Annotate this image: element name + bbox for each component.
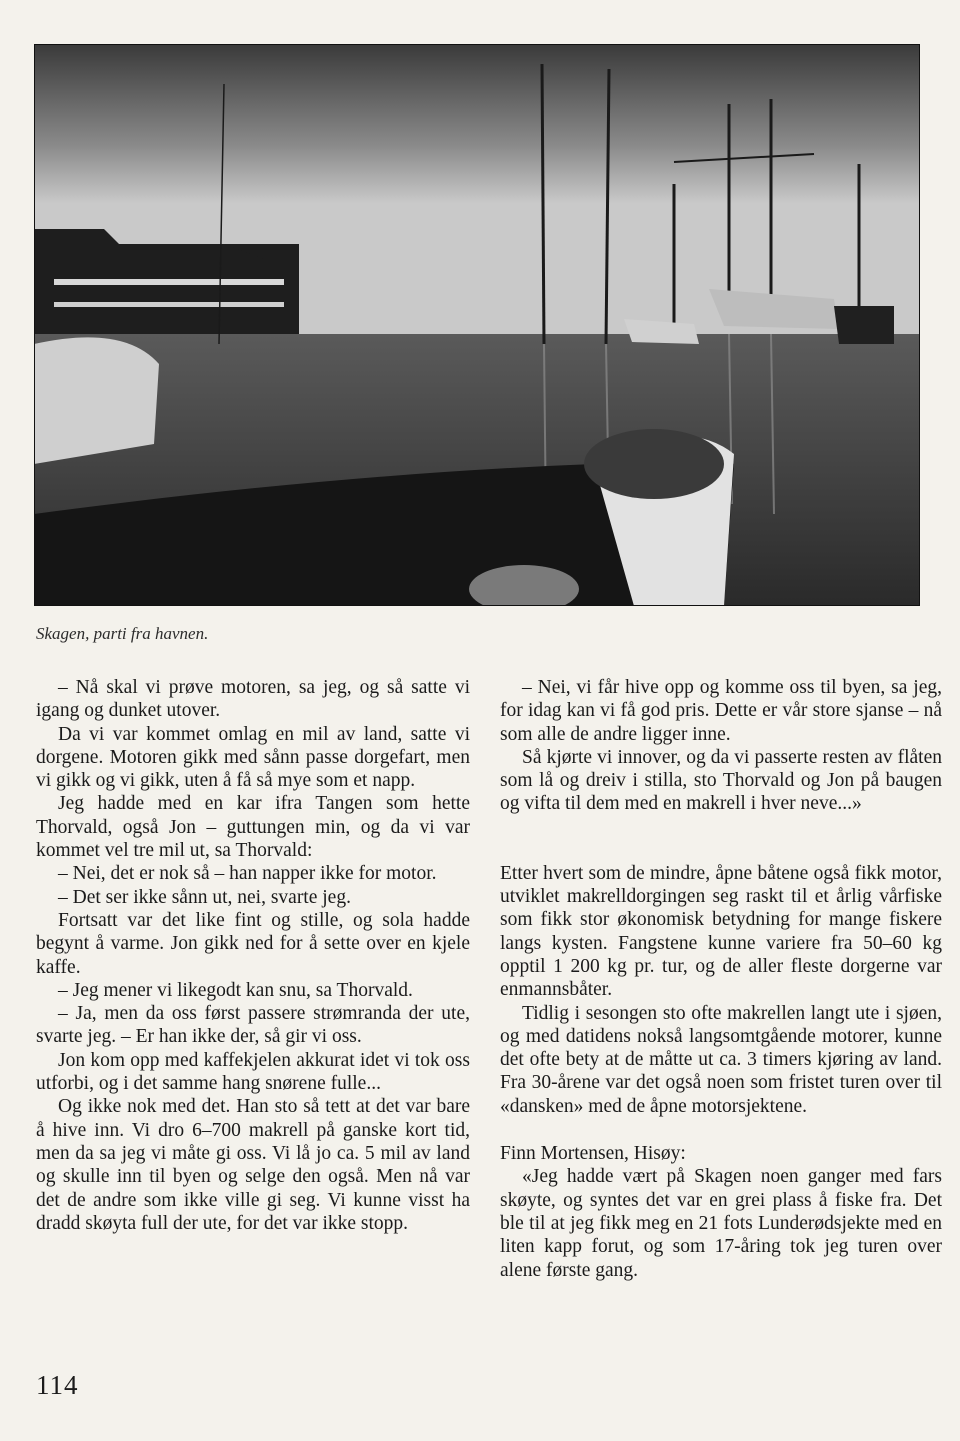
paragraph: – Ja, men da oss først passere strømranda der ute, svarte jeg. – Er han ikke der, så gir vi oss. bbox=[36, 1003, 470, 1048]
paragraph: – Nei, vi får hive opp og komme oss til byen, sa jeg, for idag kan vi få god pris. Dette er vår store sjanse – nå som alle de andre ligger inne. bbox=[500, 677, 942, 745]
paragraph: – Det ser ikke sånn ut, nei, svarte jeg. bbox=[58, 886, 351, 908]
right-column bbox=[500, 676, 942, 1282]
paragraph: Og ikke nok med det. Han sto så tett at det var bare å hive inn. Vi dro 6–700 makrell på ganske kort tid, men da sa jeg vi måte gi oss. Vi lå jo ca. 5 mil av land og skulle inn til byen og selge den også. Men nå var det de andre som ikke ville gi seg. Vi kunne visst ha dradd skøyta full der ute, for det var ikke stopp. bbox=[36, 1096, 470, 1234]
paragraph: – Nå skal vi prøve motoren, sa jeg, og så satte vi igang og dunket utover. bbox=[36, 677, 470, 722]
paragraph: Da vi var kommet omlag en mil av land, satte vi dorgene. Motoren gikk med sånn passe dorgefart, men vi gikk og vi gikk, uten å få så mye som et napp. bbox=[36, 723, 470, 792]
paragraph: Etter hvert som de mindre, åpne båtene også fikk motor, utviklet makrelldorgingen seg raskt til et årlig vårfiske som fikk stor økonomisk betydning for mange fiskere langs kysten. Fangstene kunne variere fra 50–60 kg opptil 1 200 kg pr. tur, og de aller fleste dorgerne var enmannsbåter. bbox=[500, 862, 942, 1001]
paragraph: Tidlig i sesongen sto ofte makrellen langt ute i sjøen, og med datidens nokså langsomtgående motorer, kunne det ofte bety at de måtte ut ca. 3 timers kjøring av land. Fra 30-årene var det også noen som fristet turen over til «dansken» med de åpne motorsjektene. bbox=[500, 1002, 942, 1117]
page-number: 114 bbox=[36, 1370, 79, 1400]
harbour-photo bbox=[34, 44, 920, 606]
attribution: Finn Mortensen, Hisøy: bbox=[500, 1143, 686, 1165]
figure-caption: Skagen, parti fra havnen. bbox=[36, 624, 209, 643]
paragraph: Så kjørte vi innover, og da vi passerte resten av flåten som lå og dreiv i stilla, sto Thorvald og Jon på baugen og vifta til dem med en makrell i hver neve...» bbox=[500, 746, 942, 815]
paragraph: Jeg hadde med en kar ifra Tangen som hette Thorvald, også Jon – guttungen min, og da vi var kommet vel tre mil ut, sa Thorvald: bbox=[36, 793, 470, 862]
paragraph: – Nei, det er nok så – han napper ikke for motor. bbox=[58, 863, 437, 885]
paragraph: Jon kom opp med kaffekjelen akkurat idet vi tok oss utforbi, og i det samme hang snørene fulle... bbox=[36, 1049, 470, 1095]
paragraph: Fortsatt var det like fint og stille, og sola hadde begynt å varme. Jon gikk ned for å sette over en kjele kaffe. bbox=[36, 909, 470, 978]
paragraph: – Jeg mener vi likegodt kan snu, sa Thorvald. bbox=[58, 979, 413, 1001]
left-column bbox=[36, 676, 470, 1235]
warehouse bbox=[34, 229, 299, 334]
paragraph: «Jeg hadde vært på Skagen noen ganger med fars skøyte, og syntes det var en grei plass å fiske fra. Det ble til at jeg fikk meg en 21 fots Lunderødsjekte med en liten kapp forut, og som 17-åring tok jeg turen over alene første gang. bbox=[500, 1166, 942, 1281]
